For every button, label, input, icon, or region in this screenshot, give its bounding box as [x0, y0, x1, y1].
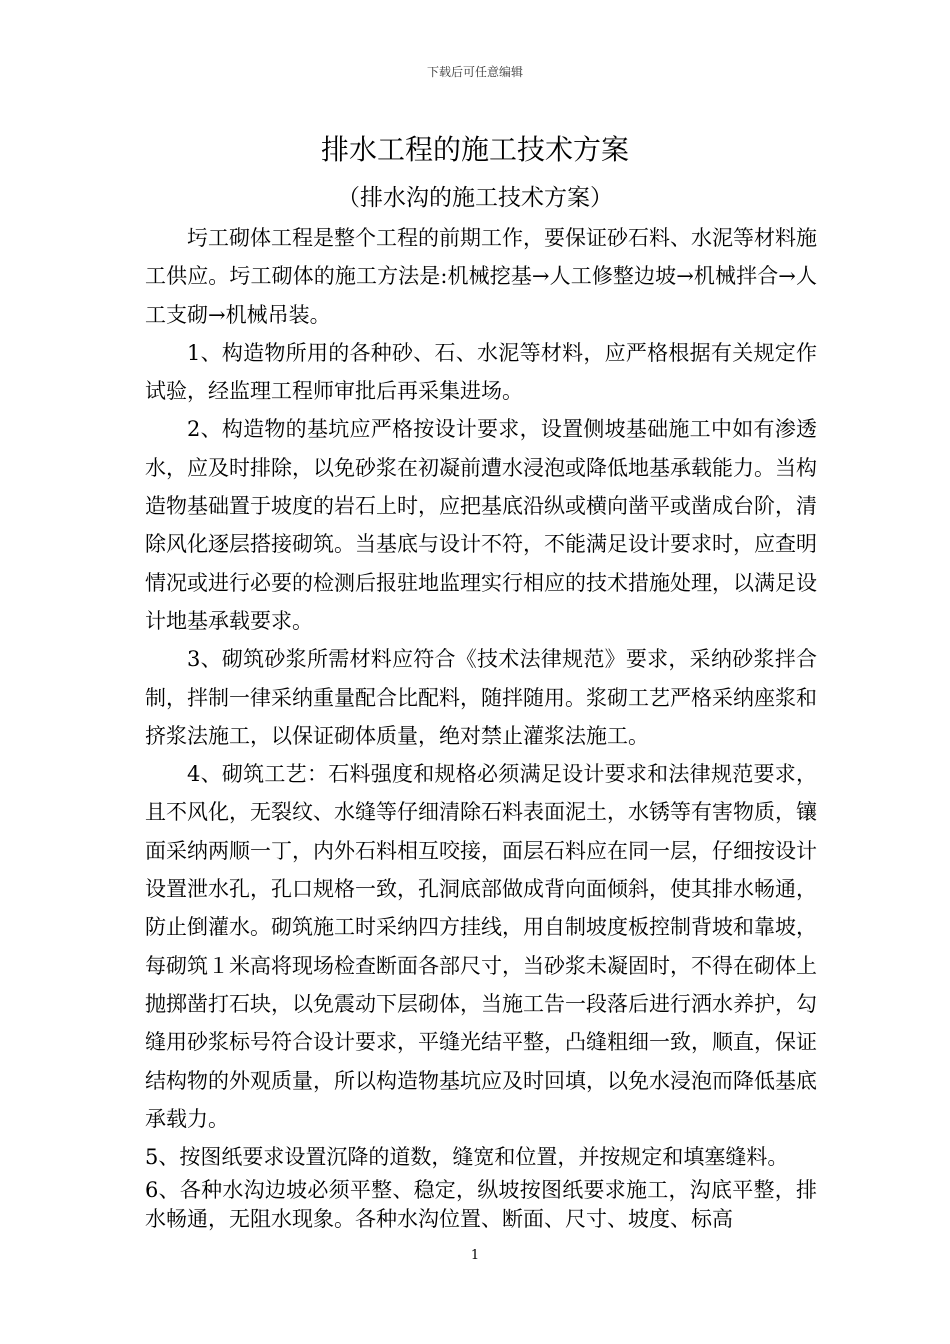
paragraph-item-1: 1、构造物所用的各种砂、石、水泥等材料，应严格根据有关规定作试验，经监理工程师审批后再采集进场。	[145, 340, 817, 404]
document-subtitle: （排水沟的施工技术方案）	[337, 185, 613, 211]
paragraph-item-5: 5、按图纸要求设置沉降的道数，缝宽和位置，并按规定和填塞缝料。	[145, 1145, 789, 1170]
paragraph-intro: 圬工砌体工程是整个工程的前期工作，要保证砂石料、水泥等材料施工供应。圬工砌体的施工方法是:机械挖基→人工修整边坡→机械拌合→人工支砌→机械吊装。	[145, 226, 817, 327]
page-number: 1	[470, 1248, 480, 1263]
paragraph-item-4: 4、砌筑工艺：石料强度和规格必须满足设计要求和法律规范要求，且不风化，无裂纹、水缝等仔细清除石料表面泥土，水锈等有害物质，镶面采纳两顺一丁，内外石料相互咬接，面层石料应在同一层，仔细按设计设置泄水孔，孔口规格一致，孔洞底部做成背向面倾斜，使其排水畅通，防止倒灌水。砌筑施工时采纳四方挂线，用自制坡度板控制背坡和靠坡，每砌筑１米高将现场检查断面各部尺寸，当砂浆未凝固时，不得在砌体上抛掷凿打石块，以免震动下层砌体，当施工告一段落后进行洒水养护，勾缝用砂浆标号符合设计要求，平缝光结平整，凸缝粗细一致，顺直，保证结构物的外观质量，所以构造物基坑应及时回填，以免水浸泡而降低基底承载力。	[145, 762, 817, 1131]
document-body	[145, 219, 817, 1234]
document-title: 排水工程的施工技术方案	[320, 133, 629, 166]
paragraph-item-6: 6、各种水沟边坡必须平整、稳定，纵坡按图纸要求施工，沟底平整，排水畅通，无阻水现象。各种水沟位置、断面、尺寸、坡度、标高	[145, 1178, 817, 1232]
header-note: 下载后可任意编辑	[426, 65, 523, 79]
paragraph-item-2: 2、构造物的基坑应严格按设计要求，设置侧坡基础施工中如有渗透水，应及时排除，以免砂浆在初凝前遭水浸泡或降低地基承载能力。当构造物基础置于坡度的岩石上时，应把基底沿纵或横向凿平或凿成台阶，清除风化逐层搭接砌筑。当基底与设计不符，不能满足设计要求时，应查明情况或进行必要的检测后报驻地监理实行相应的技术措施处理，以满足设计地基承载要求。	[145, 417, 817, 633]
paragraph-item-3: 3、砌筑砂浆所需材料应符合《技术法律规范》要求，采纳砂浆拌合制，拌制一律采纳重量配合比配料，随拌随用。浆砌工艺严格采纳座浆和挤浆法施工，以保证砌体质量，绝对禁止灌浆法施工。	[145, 647, 817, 748]
